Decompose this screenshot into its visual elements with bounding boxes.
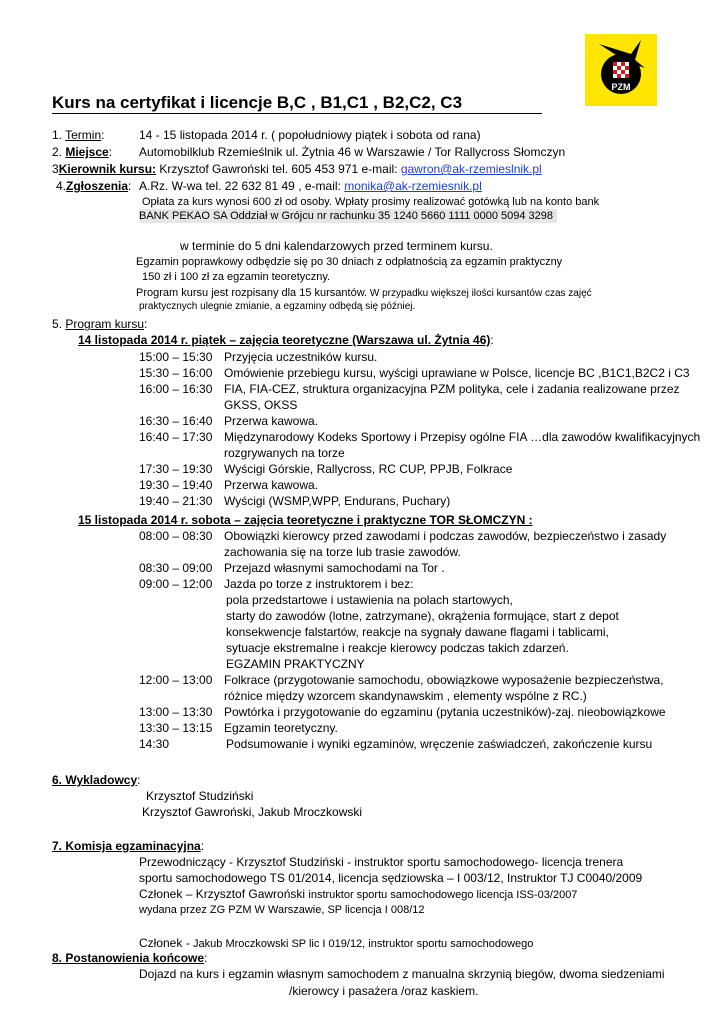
schedule-time: 08:00 – 08:30 xyxy=(139,529,213,543)
schedule-text: FIA, FIA-CEZ, struktura organizacyjna PZM polityka, cele i zadania realizowane przez xyxy=(224,382,680,396)
schedule-time: 12:00 – 13:00 xyxy=(139,673,213,687)
schedule-time: 16:40 – 17:30 xyxy=(139,430,213,444)
day1-heading: 14 listopada 2014 r. piątek – zajęcia teoretyczne (Warszawa ul. Żytnia 46): xyxy=(78,333,494,347)
schedule-time: 16:00 – 16:30 xyxy=(139,382,213,396)
section-kierownik: 3Kierownik kursu: Krzysztof Gawroński tel. 605 453 971 e-mail: gawron@ak-rzemieslnik.pl xyxy=(52,162,542,176)
section-zgloszenia: 4.Zgłoszenia: xyxy=(56,179,132,193)
checkered-flag-icon xyxy=(613,62,629,78)
schedule-text: Przejazd własnymi samochodami na Tor . xyxy=(224,561,445,575)
retake-text-2: 150 zł i 100 zł za egzamin teoretyczny. xyxy=(142,271,331,283)
zgloszenia-contact: A.Rz. W-wa tel. 22 632 81 49 , e-mail: monika@ak-rzemiesnik.pl xyxy=(139,179,482,193)
bank-account: BANK PEKAO SA Oddział w Grójcu nr rachunku 35 1240 5660 1111 0000 5094 3298 xyxy=(139,209,557,223)
kierownik-email-link[interactable]: gawron@ak-rzemieslnik.pl xyxy=(400,162,542,176)
komisja-line-2: sportu samochodowego TS 01/2014, licencja sędziowska – I 003/12, Instruktor TJ C0040/2009 xyxy=(139,871,643,885)
schedule-text: Wyścigi (WSMP,WPP, Endurans, Puchary) xyxy=(224,494,451,508)
program-note-2: praktycznych ulegnie zmianie, a egzaminy odbędą się później. xyxy=(139,301,416,312)
section-wykladowcy: 6. Wykladowcy: xyxy=(52,773,141,787)
schedule-time: 14:30 xyxy=(139,737,170,751)
schedule-text: sytuacje ekstremalne i reakcje kierowcy podczas takich zdarzeń. xyxy=(226,641,569,655)
schedule-time: 15:00 – 15:30 xyxy=(139,350,213,364)
komisja-line-3: Członek – Krzysztof Gawroński instruktor sportu samochodowego licencja ISS-03/2007 xyxy=(139,887,578,901)
pzm-logo xyxy=(585,34,657,106)
schedule-text: Jazda po torze z instruktorem i bez: xyxy=(224,577,414,591)
schedule-time: 15:30 – 16:00 xyxy=(139,366,213,380)
schedule-text-cont: rozgrywanych na torze xyxy=(224,446,345,460)
lecturer-2: Krzysztof Gawroński, Jakub Mroczkowski xyxy=(142,805,363,819)
section-postanowienia: 8. Postanowienia końcowe: xyxy=(52,951,208,965)
schedule-time: 09:00 – 12:00 xyxy=(139,577,213,591)
section-miejsce: 2. Miejsce: xyxy=(52,145,113,159)
schedule-time: 17:30 – 19:30 xyxy=(139,462,213,476)
schedule-text: Egzamin teoretyczny. xyxy=(224,721,338,735)
schedule-time: 13:30 – 13:15 xyxy=(139,721,213,735)
komisja-line-5: Członek - Jakub Mroczkowski SP lic I 019/12, instruktor sportu samochodowego xyxy=(139,936,534,950)
schedule-text: Powtórka i przygotowanie do egzaminu (pytania uczestników)-zaj. nieobowiązkowe xyxy=(224,705,666,719)
schedule-text: EGZAMIN PRAKTYCZNY xyxy=(226,657,365,671)
day2-heading: 15 listopada 2014 r. sobota – zajęcia teoretyczne i praktyczne TOR SŁOMCZYN : xyxy=(78,513,533,527)
deadline-text: w terminie do 5 dni kalendarzowych przed terminem kursu. xyxy=(180,239,493,253)
zgloszenia-email-link[interactable]: monika@ak-rzemiesnik.pl xyxy=(344,179,482,193)
schedule-time: 19:30 – 19:40 xyxy=(139,478,213,492)
schedule-text: Podsumowanie i wyniki egzaminów, wręczenie zaświadczeń, zakończenie kursu xyxy=(226,737,653,751)
schedule-time: 08:30 – 09:00 xyxy=(139,561,213,575)
miejsce-value: Automobilklub Rzemieślnik ul. Żytnia 46 w Warszawie / Tor Rallycross Słomczyn xyxy=(139,145,566,159)
schedule-text: Przerwa kawowa. xyxy=(224,478,319,492)
section-termin: 1. Termin: xyxy=(52,128,105,142)
schedule-time: 13:00 – 13:30 xyxy=(139,705,213,719)
logo-text: PZM xyxy=(611,82,631,92)
postanowienia-line-1: Dojazd na kurs i egzamin własnym samochodem z manualna skrzynią biegów, dwoma siedzeniami xyxy=(139,967,665,981)
termin-value: 14 - 15 listopada 2014 r. ( popołudniowy piątek i sobota od rana) xyxy=(139,128,481,142)
section-komisja: 7. Komisja egzaminacyjna: xyxy=(52,839,205,853)
lecturer-1: Krzysztof Studziński xyxy=(146,789,254,803)
schedule-text: Omówienie przebiegu kursu, wyścigi uprawiane w Polsce, licencje BC ,B1C1,B2C2 i C3 xyxy=(224,366,690,380)
schedule-text: pola przedstartowe i ustawienia na polach startowych, xyxy=(226,593,513,607)
schedule-text: Międzynarodowy Kodeks Sportowy i Przepisy ogólne FIA …dla zawodów kwalifikacyjnych xyxy=(224,430,701,444)
schedule-text-cont: GKSS, OKSS xyxy=(224,398,298,412)
program-note: Program kursu jest rozpisany dla 15 kursantów. W przypadku większej ilości kursantów czas zajęć xyxy=(136,287,592,299)
page-title: Kurs na certyfikat i licencje B,C , B1,C1 , B2,C2, C3 xyxy=(52,93,463,112)
schedule-text: Przyjęcia uczestników kursu. xyxy=(224,350,378,364)
schedule-text-cont: zachowania się na torze lub trasie zawodów. xyxy=(224,545,461,559)
schedule-text: konsekwencje falstartów, reakcje na sygnały dawane flagami i tablicami, xyxy=(226,625,609,639)
section-program: 5. Program kursu: xyxy=(52,317,148,331)
schedule-text-cont: różnice między wzorcem skandynawskim , elementy wspólne z RC.) xyxy=(224,689,587,703)
schedule-text: starty do zawodów (lotne, zatrzymane), okrążenia formujące, start z depot xyxy=(226,609,619,623)
schedule-time: 19:40 – 21:30 xyxy=(139,494,213,508)
schedule-text: Folkrace (przygotowanie samochodu, obowiązkowe wyposażenie bezpieczeństwa, xyxy=(224,673,664,687)
postanowienia-line-2: /kierowcy i pasażera /oraz kaskiem. xyxy=(289,984,479,998)
schedule-text: Przerwa kawowa. xyxy=(224,414,319,428)
komisja-line-4: wydana przez ZG PZM W Warszawie, SP licencja I 008/12 xyxy=(139,904,425,916)
retake-text-1: Egzamin poprawkowy odbędzie się po 30 dniach z odpłatnością za egzamin praktyczny xyxy=(136,256,563,268)
komisja-line-1: Przewodniczący - Krzysztof Studziński - instruktor sportu samochodowego- licencja trenera xyxy=(139,855,624,869)
schedule-time: 16:30 – 16:40 xyxy=(139,414,213,428)
schedule-text: Obowiązki kierowcy przed zawodami i podczas zawodów, bezpieczeństwo i zasady xyxy=(224,529,667,543)
title-underline xyxy=(52,113,542,114)
fee-text: Opłata za kurs wynosi 600 zł od osoby. Wpłaty prosimy realizować gotówką lub na konto bank xyxy=(142,196,600,208)
schedule-text: Wyścigi Górskie, Rallycross, RC CUP, PPJB, Folkrace xyxy=(224,462,513,476)
